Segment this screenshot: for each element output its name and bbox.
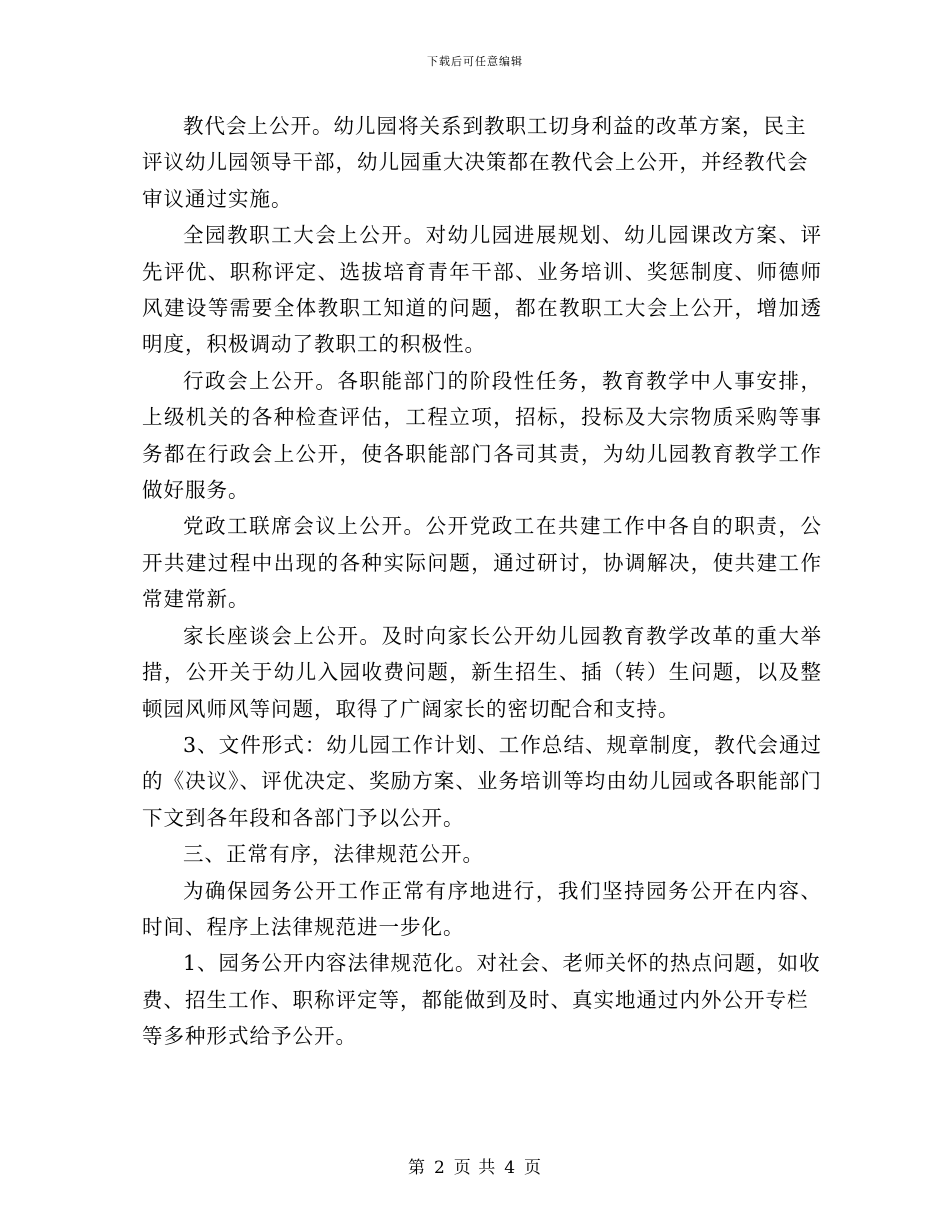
footer-current-page: 2	[433, 1158, 446, 1178]
paragraph-document-form: 3、文件形式：幼儿园工作计划、工作总结、规章制度，教代会通过的《决议》、评优决定、奖励方案、业务培训等均由幼儿园或各职能部门下文到各年段和各部门予以公开。	[142, 732, 822, 830]
section-heading-orderly: 三、正常有序，法律规范公开。	[183, 842, 484, 867]
paragraph-teacher-congress: 教代会上公开。幼儿园将关系到教职工切身利益的改革方案，民主评议幼儿园领导干部，幼儿园重大决策都在教代会上公开，并经教代会审议通过实施。	[142, 114, 809, 211]
footer-total-pages: 4	[504, 1158, 517, 1178]
page-footer	[0, 1153, 950, 1178]
paragraph-ensure-orderly: 为确保园务公开工作正常有序地进行，我们坚持园务公开在内容、时间、程序上法律规范进一步化。	[142, 878, 822, 939]
paragraph-content-standard: 1、园务公开内容法律规范化。对社会、老师关怀的热点问题，如收费、招生工作、职称评定等，都能做到及时、真实地通过内外公开专栏等多种形式给予公开。	[142, 951, 821, 1049]
page-header: 下载后可任意编辑	[427, 55, 523, 68]
footer-label-of: 页 共	[453, 1158, 497, 1178]
footer-label-end: 页	[524, 1158, 543, 1178]
paragraph-joint-meeting: 党政工联席会议上公开。公开党政工在共建工作中各自的职责，公开共建过程中出现的各种实际问题，通过研讨，协调解决，使共建工作常建常新。	[142, 514, 822, 612]
paragraph-parent-meeting: 家长座谈会上公开。及时向家长公开幼儿园教育教学改革的重大举措，公开关于幼儿入园收费问题，新生招生、插（转）生问题，以及整顿园风师风等问题，取得了广阔家长的密切配合和支持。	[142, 623, 822, 721]
paragraph-admin-meeting: 行政会上公开。各职能部门的阶段性任务，教育教学中人事安排，上级机关的各种检查评估，工程立项，招标，投标及大宗物质采购等事务都在行政会上公开，使各职能部门各司其责，为幼儿园教育教学工作做好服务。	[142, 368, 822, 503]
footer-label-page: 第	[407, 1158, 426, 1178]
paragraph-staff-meeting: 全园教职工大会上公开。对幼儿园进展规划、幼儿园课改方案、评先评优、职称评定、选拔培育青年干部、业务培训、奖惩制度、师德师风建设等需要全体教职工知道的问题，都在教职工大会上公开，增加透明度，积极调动了教职工的积极性。	[142, 223, 822, 357]
document-body	[142, 108, 822, 1055]
